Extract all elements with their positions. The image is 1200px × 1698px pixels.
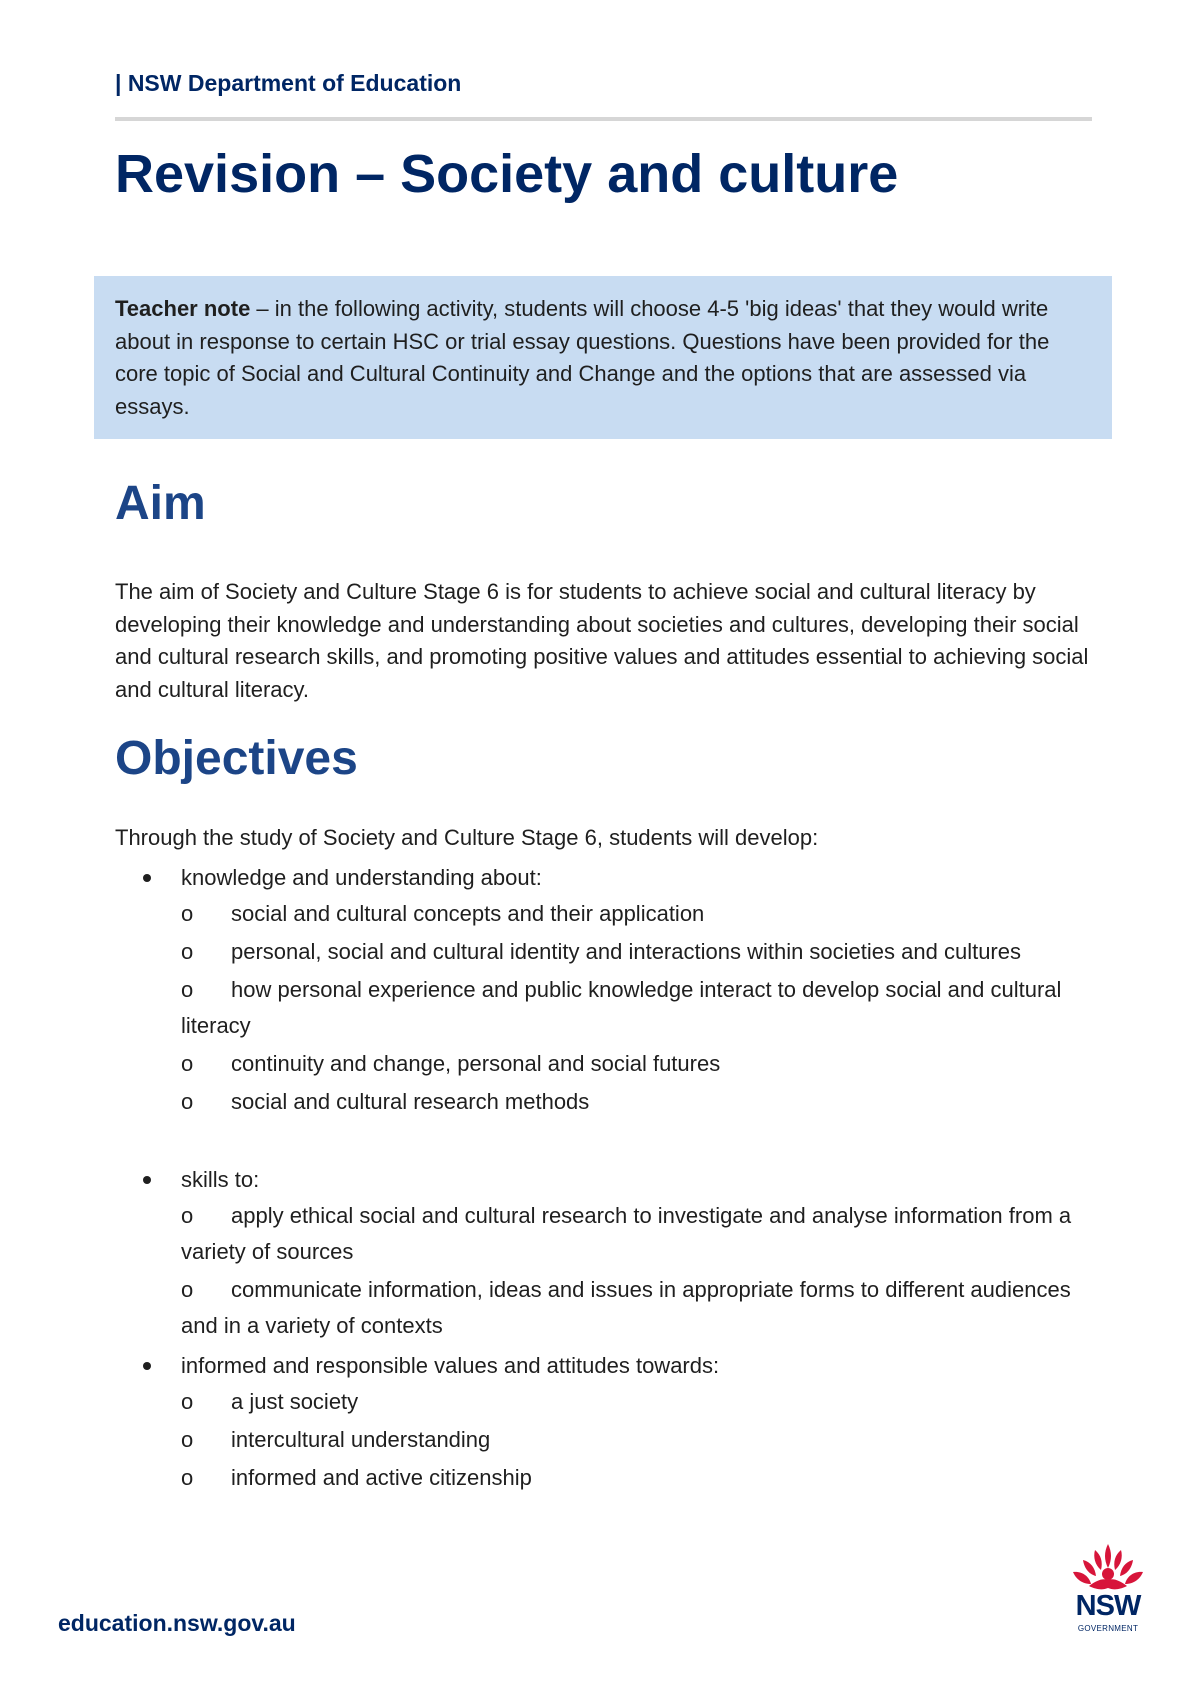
logo-subtext: GOVERNMENT	[1077, 1624, 1139, 1633]
aim-heading: Aim	[115, 477, 206, 530]
circle-bullet-icon: o	[181, 1051, 194, 1076]
circle-bullet-icon: o	[181, 1427, 194, 1452]
sub-item-text: social and cultural concepts and their application	[231, 901, 705, 926]
circle-bullet-icon: o	[181, 939, 194, 964]
sub-list-item	[115, 1422, 1095, 1458]
sub-item-text: informed and active citizenship	[231, 1465, 532, 1490]
objectives-intro: Through the study of Society and Culture Stage 6, students will develop:	[115, 825, 819, 850]
page-title: Revision – Society and culture	[115, 144, 899, 204]
sub-item-text: a just society	[231, 1389, 359, 1414]
sub-list-item	[115, 896, 1095, 932]
circle-bullet-icon: o	[181, 977, 194, 1002]
sub-item-text: communicate information, ideas and issues in appropriate forms to different audiences and in a variety of contexts	[181, 1277, 1071, 1338]
header-divider	[115, 117, 1092, 121]
circle-bullet-icon: o	[181, 1465, 194, 1490]
circle-bullet-icon: o	[181, 1089, 194, 1114]
circle-bullet-icon: o	[181, 1203, 194, 1228]
sub-item-text: continuity and change, personal and social futures	[231, 1051, 721, 1076]
sub-item-text: intercultural understanding	[231, 1427, 491, 1452]
teacher-note-label: Teacher note	[115, 296, 251, 321]
page-header-label: | NSW Department of Education	[115, 70, 462, 96]
bullet-icon	[143, 1176, 151, 1184]
sub-list-item	[115, 1084, 1095, 1120]
sub-list-item	[115, 1384, 1095, 1420]
bullet-label: informed and responsible values and attitudes towards:	[181, 1353, 720, 1378]
sub-list-item	[115, 934, 1095, 970]
bullet-item	[115, 1350, 1095, 1382]
bullet-label: skills to:	[181, 1167, 260, 1192]
aim-paragraph: The aim of Society and Culture Stage 6 is for students to achieve social and cultural literacy by developing their knowledge and understanding about societies and cultures, developing their social and cultural research skills, and promoting positive values and attitudes essential to achieving social and cultural literacy.	[115, 579, 1089, 702]
circle-bullet-icon: o	[181, 1277, 194, 1302]
sub-list-item	[115, 1460, 1095, 1496]
waratah-icon	[1065, 1540, 1151, 1594]
objectives-heading: Objectives	[115, 732, 358, 785]
objective-group-values	[115, 1350, 1095, 1496]
sub-item-text: how personal experience and public knowledge interact to develop social and cultural literacy	[181, 977, 1062, 1038]
objective-group-knowledge	[115, 862, 1095, 1120]
logo-text: NSW	[1075, 1590, 1141, 1622]
sub-item-text: social and cultural research methods	[231, 1089, 590, 1114]
bullet-item	[115, 862, 1095, 894]
sub-list-item	[115, 1046, 1095, 1082]
nsw-government-logo	[1065, 1540, 1151, 1636]
sub-list-item	[115, 972, 1095, 1044]
bullet-icon	[143, 1362, 151, 1370]
sub-list-item	[115, 1272, 1095, 1344]
teacher-note-text: – in the following activity, students will choose 4-5 'big ideas' that they would write about in response to certain HSC or trial essay questions. Questions have been provided for the core topic of Social and Cultural Continuity and Change and the options that are assessed via essays.	[115, 296, 1050, 419]
bullet-icon	[143, 874, 151, 882]
sub-item-text: apply ethical social and cultural research to investigate and analyse information from a variety of sources	[181, 1203, 1072, 1264]
circle-bullet-icon: o	[181, 1389, 194, 1414]
bullet-label: knowledge and understanding about:	[181, 865, 542, 890]
sub-list-item	[115, 1198, 1095, 1270]
sub-item-text: personal, social and cultural identity and interactions within societies and cultures	[231, 939, 1021, 964]
circle-bullet-icon: o	[181, 901, 194, 926]
footer-url: education.nsw.gov.au	[58, 1610, 296, 1636]
bullet-item	[115, 1164, 1095, 1196]
objective-group-skills	[115, 1164, 1095, 1344]
teacher-note-box	[94, 276, 1112, 439]
